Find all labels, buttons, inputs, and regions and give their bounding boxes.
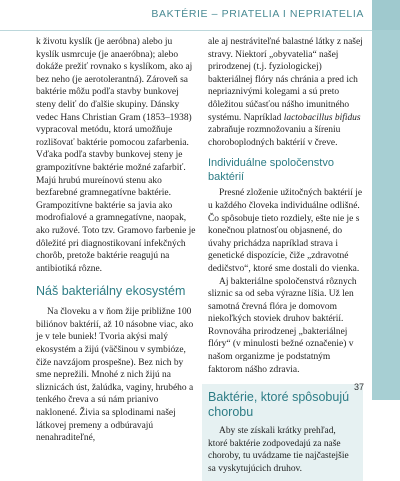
- intro-paragraph: k životu kyslík (je aeróbna) alebo ju kyslík usmrcuje (je anaeróbna); alebo dokáže prežiť rovnako s kyslíkom, ako aj bez neho (je aerotolerantná). Zároveň sa baktérie môžu podľa stavby bunkovej steny deliť do ďalšie skupiny. Dánsky vedec Hans Christian Gram (1853–1938) vypracoval metódu, ktorá umožňuje rozlišovať baktérie pomocou zafarbenia. Vďaka podľa stavby bunkovej steny je grampozitívne baktérie možné zafarbiť. Majú hrubú mureínovú stenu ako bezfarebné gramnegatívne baktérie. Grampozitívne baktérie sa javia ako modrofialové a gramnegatívne, naopak, ako ružové. Toto tzv. Gramovo farbenie je dôležité pri diagnostikovaní infekčných chorôb, pretože baktérie reagujú na antibiotiká rôzne.: [36, 37, 196, 274]
- section-heading: Náš bakteriálny ekosystém: [36, 284, 186, 299]
- page-number: 37: [353, 382, 364, 392]
- right-column: [208, 36, 363, 481]
- callout-box: [202, 384, 363, 480]
- side-band-header: [372, 0, 400, 30]
- header-rule: [0, 30, 372, 31]
- subheading-individual: Individuálne spoločenstvo baktérií: [208, 157, 334, 184]
- flora-text-2: zabraňuje rozmnožovaniu a šíreniu choroboplodných baktérií v čreve.: [208, 125, 341, 148]
- left-column: [36, 36, 196, 445]
- species-name: lactobacillus bifidus: [283, 112, 361, 123]
- ecosystem-paragraph: Na človeku a v ňom žije približne 100 biliónov baktérií, až 10 násobne viac, ako je v tele buniek! Tvoria akýsi malý ekosystém a žijú (väčšinou v symbióze, čiže navzájom prospešne). Bez nich by sme neprežili. Mnohé z nich žijú na sliznicách úst, žalúdka, vaginy, hrubého a tenkého čreva a sú nám prianivo naklonené. Živia sa splodinami našej látkovej premeny a odbúravajú nenahraditeľné,: [36, 307, 194, 444]
- individual-paragraph-2: Aj bakteriálne spoločenstvá rôznych sliznic sa od seba výrazne líšia. Už len samotná črevná flóra je domovom niekoľkých stoviek druhov baktérií. Rovnováha prirodzenej „bakteriálnej flóry“ (v minulosti bežné označenie) v našom organizme je podstatným faktorom nášho zdravia.: [208, 276, 357, 375]
- flora-paragraph: [208, 36, 363, 149]
- side-color-band: [372, 0, 400, 400]
- flora-text-1: ale aj nestráviteľné balastné látky z našej stravy. Niektorí „obyvatelia“ našej prirodzenej (t.j. fyziologickej) bakteriálnej flóry nás chránia a pred ich nepriaznivými kolegami a sú preto dôležitou súčasťou nášho imunitného systému. Napríklad: [208, 37, 363, 123]
- callout-heading: Baktérie, ktoré spôsobujú chorobu: [208, 390, 350, 420]
- running-header: BAKTÉRIE – PRIATELIA I NEPRIATELIA: [151, 8, 364, 20]
- individual-paragraph-1: Presné zloženie užitočných baktérií je u každého človeka individuálne odlišné. Čo spôsobuje tieto rozdiely, ešte nie je s konečnou platnosťou objasnené, do úvahy prichádza napríklad strava i genetické dispozície, čiže „zdravotné dedičstvo“, ktoré sme dostali do vienka.: [208, 188, 363, 274]
- callout-paragraph: Aby ste získali krátky prehľad, ktoré baktérie zodpovedajú za naše choroby, tu uvádzame tie najčastejšie sa vyskytujúcich druhov.: [208, 426, 349, 475]
